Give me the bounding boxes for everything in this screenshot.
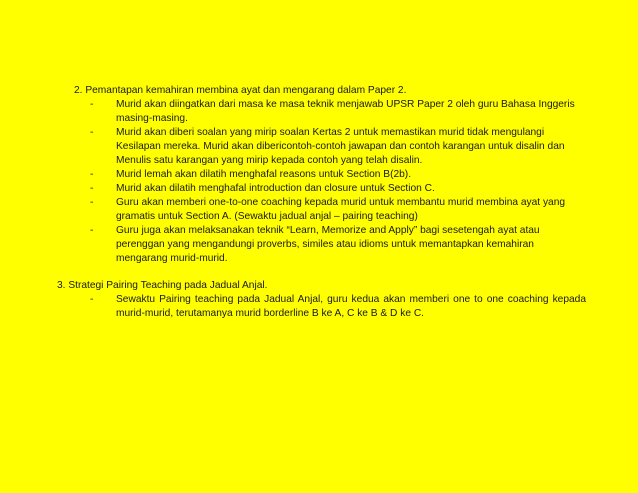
list-item-text: Murid akan dilatih menghafal introduction dan closure untuk Section C. (116, 183, 435, 194)
bullet-dash: - (90, 183, 94, 194)
section-3-list (0, 293, 586, 321)
list-item-text: Guru juga akan melaksanakan teknik “Learn, Memorize and Apply” bagi sesetengah ayat atau perenggan yang mengandungi proverbs, similes atau idioms untuk memantapkan kemahiran mengarang murid-murid. (116, 225, 540, 264)
list-item (0, 182, 586, 196)
section-2-list (0, 98, 586, 266)
list-item (0, 168, 586, 182)
bullet-dash: - (90, 197, 94, 208)
list-item-text: Murid akan diingatkan dari masa ke masa teknik menjawab UPSR Paper 2 oleh guru Bahasa Inggeris masing-masing. (116, 99, 575, 124)
list-item (0, 224, 586, 266)
list-item (0, 293, 586, 321)
list-item (0, 98, 586, 126)
bullet-dash: - (90, 225, 94, 236)
list-item-text: Sewaktu Pairing teaching pada Jadual Anjal, guru kedua akan memberi one to one coaching kepada murid-murid, terutamanya murid borderline B ke A, C ke B & D ke C. (116, 294, 586, 319)
bullet-dash: - (90, 294, 94, 305)
list-item-text: Murid akan diberi soalan yang mirip soalan Kertas 2 untuk memastikan murid tidak mengulangi Kesilapan mereka. Murid akan dibericontoh-contoh jawapan dan contoh karangan untuk disalin dan Menulis satu karangan yang mirip kepada contoh yang telah disalin. (116, 127, 565, 166)
list-item-text: Guru akan memberi one-to-one coaching kepada murid untuk membantu murid membina ayat yang gramatis untuk Section A. (Sewaktu jadual anjal – pairing teaching) (116, 197, 566, 222)
bullet-dash: - (90, 99, 94, 110)
list-item (0, 196, 586, 224)
bullet-dash: - (90, 169, 94, 180)
section-3-heading: 3. Strategi Pairing Teaching pada Jadual Anjal. (57, 280, 268, 291)
list-item (0, 126, 586, 168)
section-2-heading: 2. Pemantapan kemahiran membina ayat dan mengarang dalam Paper 2. (74, 85, 407, 96)
bullet-dash: - (90, 127, 94, 138)
list-item-text: Murid lemah akan dilatih menghafal reasons untuk Section B(2b). (116, 169, 412, 180)
